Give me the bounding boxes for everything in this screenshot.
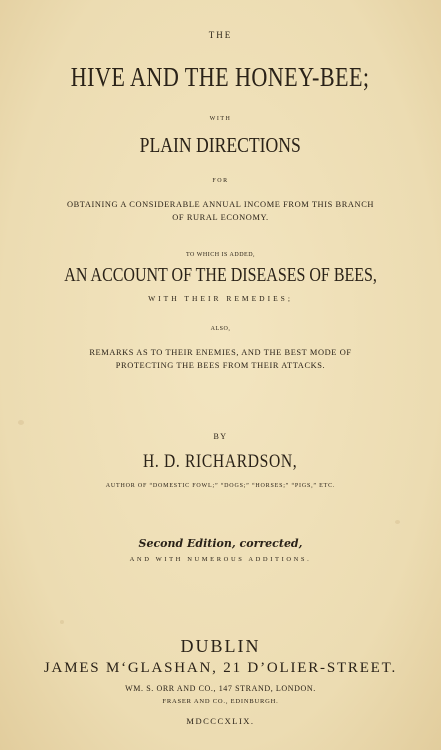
main-title-wrap	[0, 62, 441, 93]
for-label: FOR	[212, 178, 229, 184]
additions-line: AND WITH NUMEROUS ADDITIONS.	[129, 556, 312, 563]
title-the: THE	[208, 30, 233, 40]
co-publisher-edinburgh: FRASER AND CO., EDINBURGH.	[162, 698, 279, 705]
also-label: ALSO,	[210, 326, 231, 332]
author-works: AUTHOR OF “DOMESTIC FOWL;” “DOGS;” “HORSES;” “PIGS,” ETC.	[105, 483, 336, 489]
remedies-line: WITH THEIR REMEDIES;	[148, 294, 293, 303]
publisher: JAMES M‘GLASHAN, 21 D’OLIER-STREET.	[43, 660, 398, 676]
plain-directions-wrap	[0, 133, 441, 158]
co-publisher-london: WM. S. ORR AND CO., 147 STRAND, LONDON.	[125, 684, 316, 693]
author-name: H. D. RICHARDSON,	[143, 451, 298, 472]
with-label: WITH	[209, 116, 232, 122]
city: DUBLIN	[180, 636, 261, 656]
account-wrap	[0, 265, 441, 287]
remarks-line-2: PROTECTING THE BEES FROM THEIR ATTACKS.	[115, 361, 326, 370]
publication-date: MDCCCXLIX.	[186, 716, 255, 726]
account-title: AN ACCOUNT OF THE DISEASES OF BEES,	[64, 265, 377, 286]
main-title: HIVE AND THE HONEY-BEE;	[71, 62, 370, 92]
author-wrap	[0, 451, 441, 473]
by-label: BY	[213, 432, 228, 441]
purpose-line-1: OBTAINING A CONSIDERABLE ANNUAL INCOME FROM THIS BRANCH	[66, 200, 375, 209]
edition-line: Second Edition, corrected,	[138, 537, 303, 550]
to-which-is-added: TO WHICH IS ADDED,	[185, 252, 256, 258]
purpose-line-2: OF RURAL ECONOMY.	[172, 213, 269, 222]
plain-directions: PLAIN DIRECTIONS	[139, 133, 302, 157]
remarks-line-1: REMARKS AS TO THEIR ENEMIES, AND THE BEST MODE OF	[89, 348, 352, 357]
